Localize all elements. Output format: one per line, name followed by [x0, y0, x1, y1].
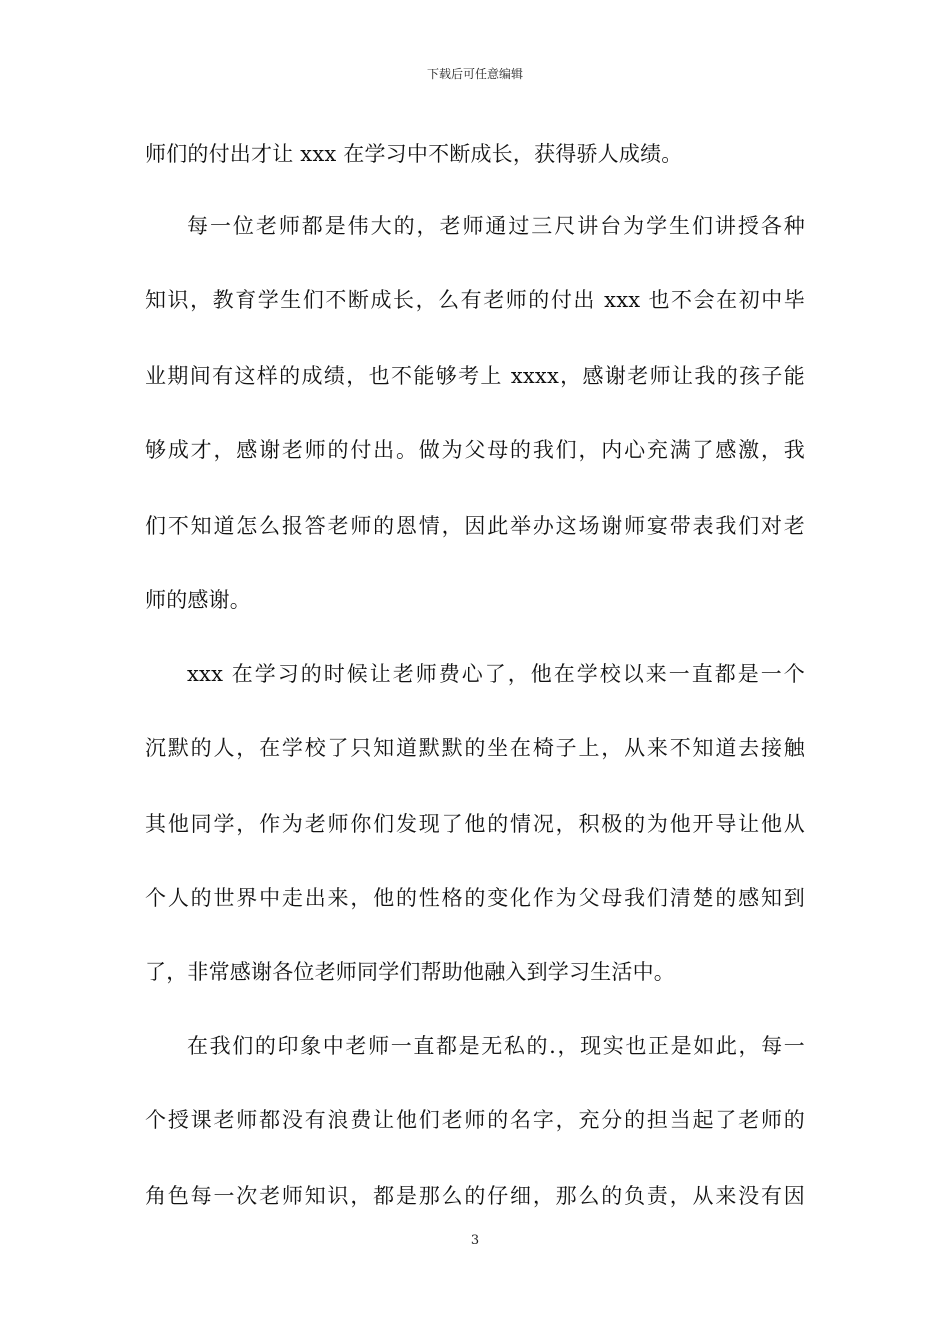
text-line: 师们的付出才让 xxx 在学习中不断成长，获得骄人成绩。 — [145, 142, 683, 166]
text-line: xxx 在学习的时候让老师费心了，他在学校以来一直都是一个 — [187, 662, 805, 686]
page-number: 3 — [470, 1233, 480, 1248]
text-line: 业期间有这样的成绩，也不能够考上 xxxx，感谢老师让我的孩子能 — [145, 364, 805, 388]
text-line: 个授课老师都没有浪费让他们老师的名字，充分的担当起了老师的 — [145, 1108, 805, 1132]
text-line: 师的感谢。 — [145, 588, 251, 612]
text-line: 够成才，感谢老师的付出。做为父母的我们，内心充满了感激，我 — [145, 438, 805, 462]
text-line: 角色每一次老师知识，都是那么的仔细，那么的负责，从来没有因 — [145, 1184, 805, 1208]
text-line: 每一位老师都是伟大的，老师通过三尺讲台为学生们讲授各种 — [187, 214, 805, 238]
text-line: 其他同学，作为老师你们发现了他的情况，积极的为他开导让他从 — [145, 812, 805, 836]
page-header: 下载后可任意编辑 — [426, 67, 523, 81]
text-line: 在我们的印象中老师一直都是无私的.，现实也正是如此，每一 — [187, 1034, 805, 1058]
text-line: 们不知道怎么报答老师的恩情，因此举办这场谢师宴带表我们对老 — [145, 514, 805, 538]
text-line: 沉默的人，在学校了只知道默默的坐在椅子上，从来不知道去接触 — [145, 736, 805, 760]
text-line: 个人的世界中走出来，他的性格的变化作为父母我们清楚的感知到 — [145, 886, 805, 910]
text-line: 了，非常感谢各位老师同学们帮助他融入到学习生活中。 — [145, 960, 675, 984]
text-line: 知识，教育学生们不断成长，么有老师的付出 xxx 也不会在初中毕 — [145, 288, 805, 312]
